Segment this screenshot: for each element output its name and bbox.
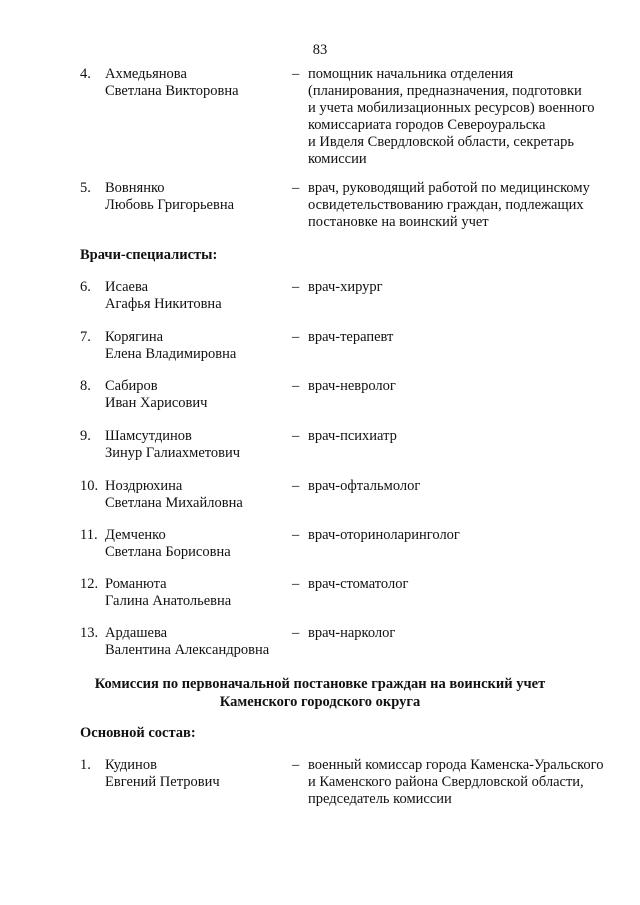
entry-dash: – [292, 428, 300, 444]
entry-number: 12. [80, 576, 99, 592]
entry-description: врач-невролог [308, 378, 396, 394]
entry-dash: – [292, 66, 300, 82]
page-number: 83 [312, 42, 328, 58]
specialists-heading: Врачи-специалисты: [80, 247, 218, 263]
entry-dash: – [292, 576, 300, 592]
entry-dash: – [292, 625, 300, 641]
entry-number: 7. [80, 329, 91, 345]
entry-number: 1. [80, 757, 91, 773]
entry-name: Демченко Светлана Борисовна [105, 527, 231, 560]
entry-number: 10. [80, 478, 99, 494]
entry-number: 13. [80, 625, 99, 641]
entry-dash: – [292, 757, 300, 773]
entry-dash: – [292, 478, 300, 494]
entry-name: Ноздрюхина Светлана Михайловна [105, 478, 243, 511]
entry-number: 8. [80, 378, 91, 394]
entry-description: врач-нарколог [308, 625, 396, 641]
entry-description: врач-стоматолог [308, 576, 409, 592]
entry-dash: – [292, 329, 300, 345]
entry-dash: – [292, 180, 300, 196]
entry-description: врач, руководящий работой по медицинскому освидетельствованию граждан, подлежащих постановке на воинский учет [308, 180, 590, 230]
entry-dash: – [292, 279, 300, 295]
entry-description: врач-психиатр [308, 428, 397, 444]
entry-description: врач-офтальмолог [308, 478, 421, 494]
commission-title-line1: Комиссия по первоначальной постановке граждан на воинский учет [94, 676, 546, 692]
entry-name: Ахмедьянова Светлана Викторовна [105, 66, 239, 99]
entry-name: Кудинов Евгений Петрович [105, 757, 220, 790]
entry-number: 6. [80, 279, 91, 295]
entry-number: 5. [80, 180, 91, 196]
entry-name: Корягина Елена Владимировна [105, 329, 237, 362]
entry-name: Романюта Галина Анатольевна [105, 576, 232, 609]
entry-description: врач-оториноларинголог [308, 527, 460, 543]
entry-dash: – [292, 527, 300, 543]
entry-name: Шамсутдинов Зинур Галиахметович [105, 428, 241, 461]
entry-name: Ардашева Валентина Александровна [105, 625, 270, 658]
commission-title-line2: Каменского городского округа [219, 694, 421, 710]
entry-name: Сабиров Иван Харисович [105, 378, 208, 411]
entry-name: Вовнянко Любовь Григорьевна [105, 180, 235, 213]
entry-description: военный комиссар города Каменска-Уральского и Каменского района Свердловской области, председатель комиссии [308, 757, 604, 807]
entry-number: 4. [80, 66, 91, 82]
entry-description: помощник начальника отделения (планирования, предназначения, подготовки и учета мобилизационных ресурсов) военного комиссариата городов Североуральска и Ивделя Свердловской области, секретарь комиссии [308, 66, 595, 167]
entry-name: Исаева Агафья Никитовна [105, 279, 222, 312]
entry-dash: – [292, 378, 300, 394]
entry-number: 11. [80, 527, 98, 543]
main-heading: Основной состав: [80, 725, 196, 741]
entry-description: врач-терапевт [308, 329, 394, 345]
entry-description: врач-хирург [308, 279, 383, 295]
entry-number: 9. [80, 428, 91, 444]
